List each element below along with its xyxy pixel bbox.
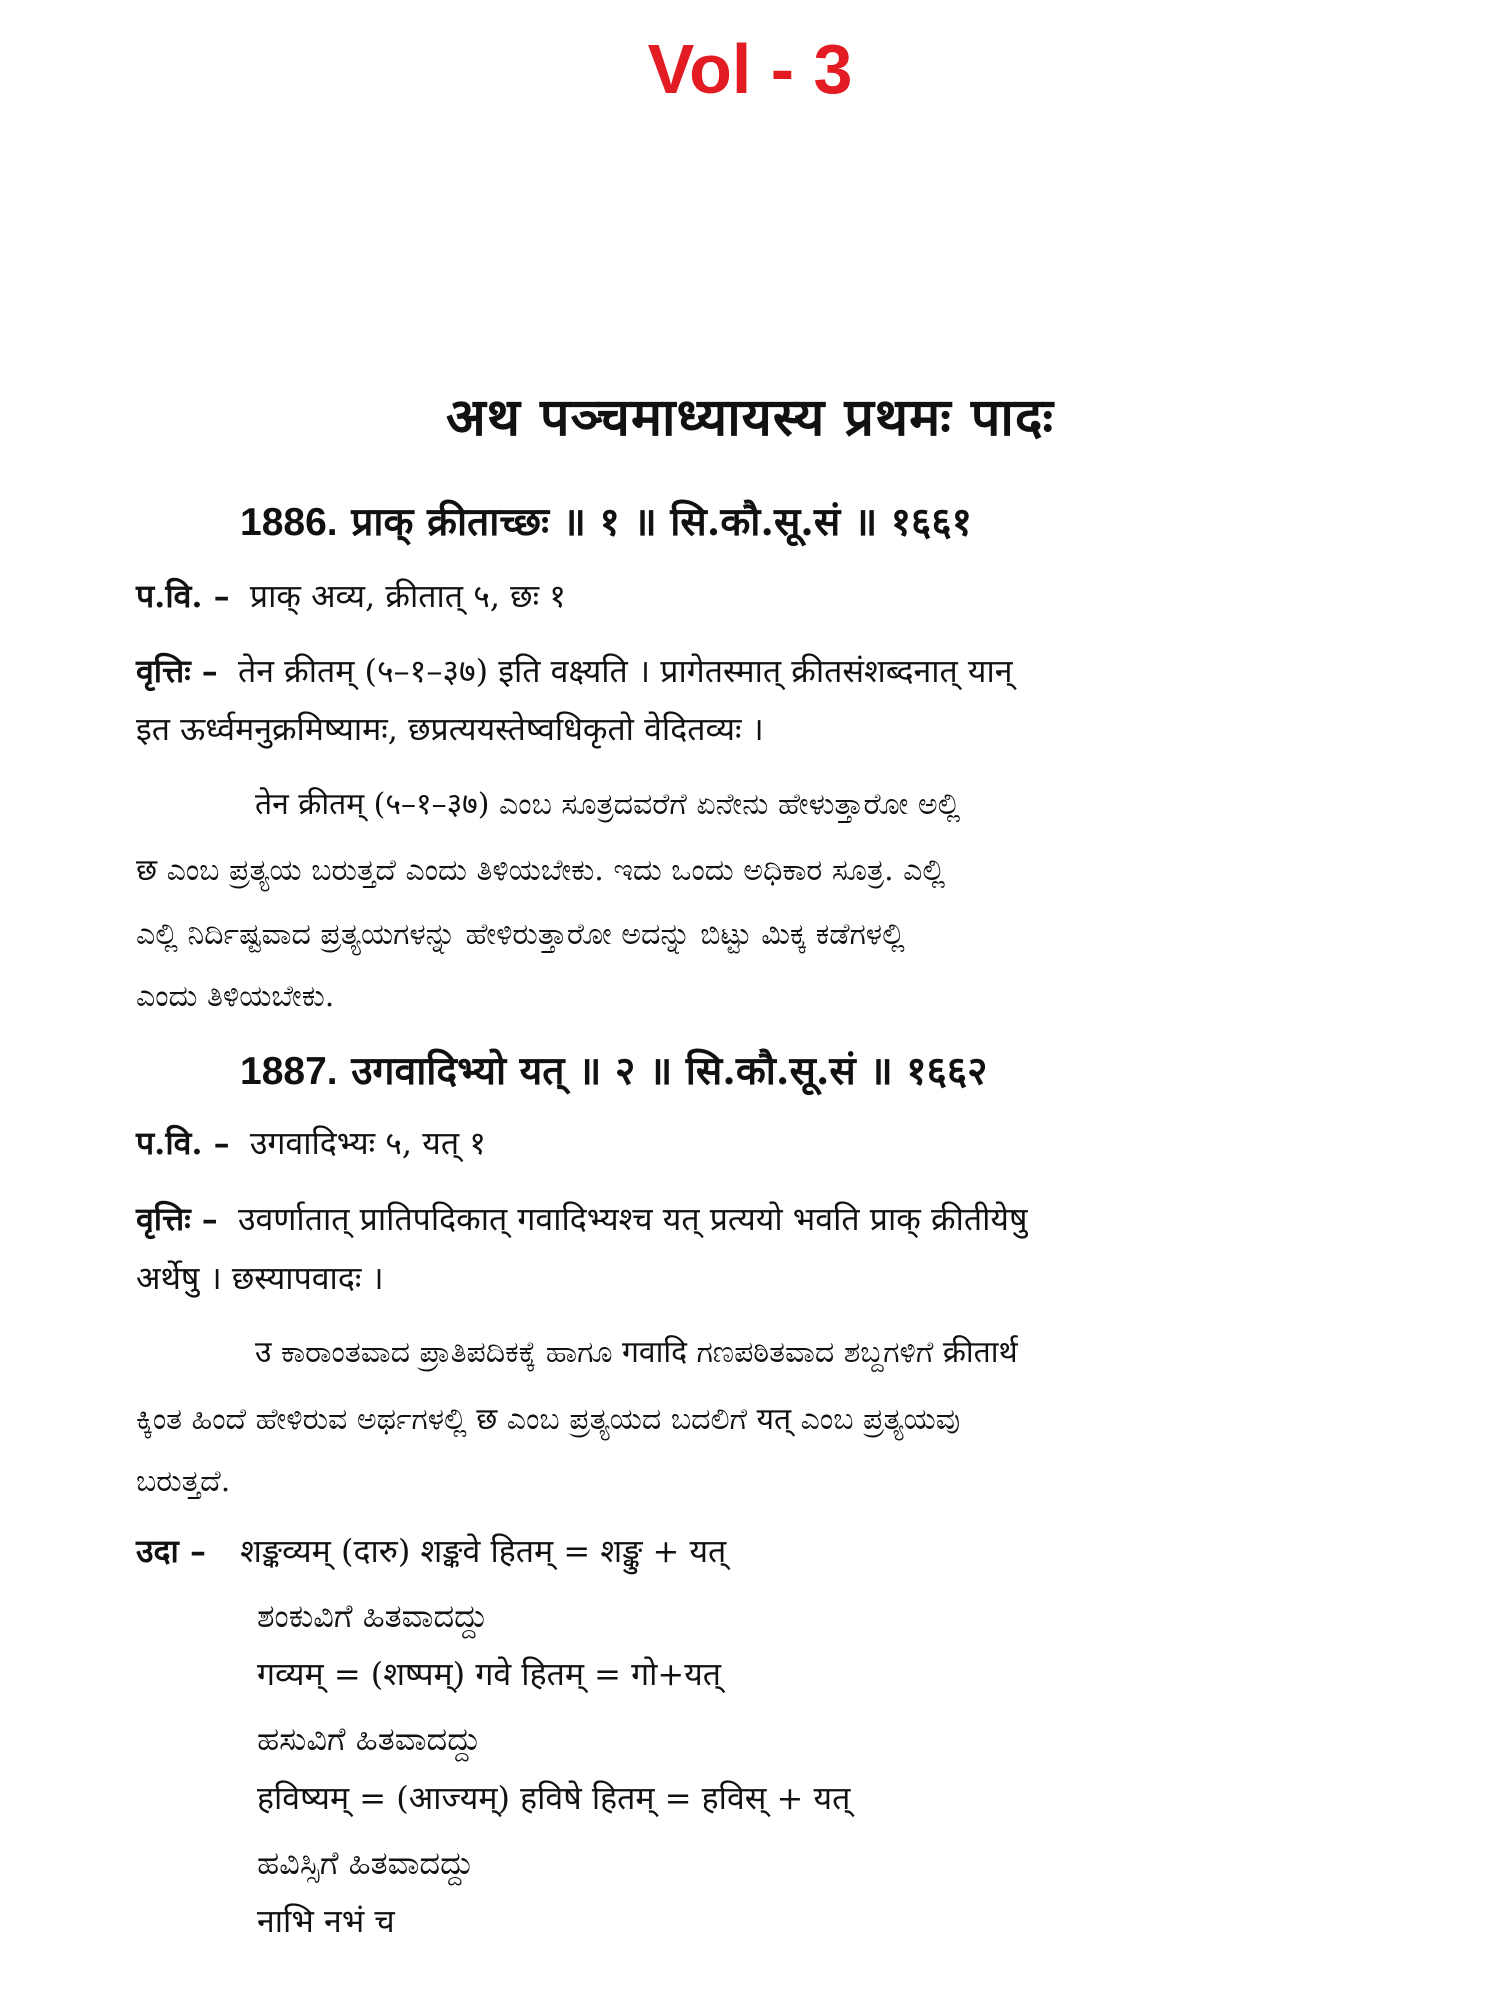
padavibhaga-text: प्राक् अव्य, क्रीतात् ५, छः १ [249, 577, 566, 615]
vritti-line-1886-2: इत ऊर्ध्वमनुक्रमिष्यामः, छप्रत्ययस्तेष्वधिकृतो वेदितव्यः । [136, 710, 764, 748]
vritti-label: वृत्तिः – [136, 652, 218, 690]
padavibhaga-label: प.वि. – [136, 577, 230, 615]
vritti-line-1887-1 [136, 1200, 1396, 1238]
sutra-heading-1887 [240, 1048, 1390, 1094]
padavibhaga-1886 [136, 577, 1396, 615]
kannada-line-1886-4: ಎಂದು ತಿಳಿಯಬೇಕು. [136, 979, 335, 1014]
examples-label: उदा – [136, 1532, 206, 1570]
kannada-line-1886-2: छ ಎಂಬ ಪ್ರತ್ಯಯ ಬರುತ್ತದೆ ಎಂದು ತಿಳಿಯಬೇಕು. ಇದು ಒಂದು ಅಧಿಕಾರ ಸೂತ್ರ. ಎಲ್ಲಿ [136, 853, 946, 888]
example-line-7: नाभि नभं च [257, 1902, 395, 1940]
kannada-line-1887-2: ಕ್ಕಿಂತ ಹಿಂದೆ ಹೇಳಿರುವ ಅರ್ಥಗಳಲ್ಲಿ छ ಎಂಬ ಪ್ರತ್ಯಯದ ಬದಲಿಗೆ यत् ಎಂಬ ಪ್ರತ್ಯಯವು [136, 1402, 961, 1437]
sutra-text: प्राक् क्रीताच्छः ॥ १ ॥ सि.कौ.सू.सं ॥ १६६१ [351, 499, 972, 545]
vritti-text: उवर्णातात् प्रातिपदिकात् गवादिभ्यश्च यत् प्रत्ययो भवति प्राक् क्रीतीयेषु [237, 1200, 1028, 1238]
example-line-4: ಹಸುವಿಗೆ ಹಿತವಾದದ್ದು [257, 1720, 481, 1758]
example-line-1 [136, 1532, 1396, 1570]
vritti-label: वृत्तिः – [136, 1200, 218, 1238]
sutra-text: उगवादिभ्यो यत् ॥ २ ॥ सि.कौ.सू.सं ॥ १६६२ [351, 1048, 988, 1094]
vritti-text: तेन क्रीतम् (५–१–३७) इति वक्ष्यति । प्रागेतस्मात् क्रीतसंशब्दनात् यान् [237, 652, 1013, 690]
sutra-number: 1887. [240, 1050, 338, 1093]
vritti-line-1886-1 [136, 652, 1396, 690]
kannada-line-1887-1: उ ಕಾರಾಂತವಾದ ಪ್ರಾತಿಪದಿಕಕ್ಕೆ ಹಾಗೂ गवादि ಗಣಪಠಿತವಾದ ಶಬ್ದಗಳಿಗೆ क्रीतार्थ [255, 1335, 1018, 1370]
padavibhaga-text: उगवादिभ्यः ५, यत् १ [249, 1124, 486, 1162]
padavibhaga-label: प.वि. – [136, 1124, 230, 1162]
kannada-line-1886-3: ಎಲ್ಲಿ ನಿರ್ದಿಷ್ಟವಾದ ಪ್ರತ್ಯಯಗಳನ್ನು ಹೇಳಿರುತ್ತಾರೋ ಅದನ್ನು ಬಿಟ್ಟು ಮಿಕ್ಕ ಕಡೆಗಳಲ್ಲಿ [136, 917, 905, 952]
example-text: शङ्कव्यम् (दारु) शङ्कवे हितम् = शङ्कु + यत् [240, 1532, 727, 1570]
volume-label: Vol - 3 [647, 30, 853, 108]
chapter-title: अथ पञ्चमाध्यायस्य प्रथमः पादः [446, 387, 1054, 448]
example-line-6: ಹವಿಸ್ಸಿಗೆ ಹಿತವಾದದ್ದು [257, 1844, 474, 1882]
vritti-line-1887-2: अर्थेषु । छस्यापवादः । [136, 1259, 384, 1297]
sutra-number: 1886. [240, 501, 338, 544]
example-line-2: ಶಂಕುವಿಗೆ ಹಿತವಾದದ್ದು [257, 1597, 488, 1635]
padavibhaga-1887 [136, 1124, 1396, 1162]
kannada-line-1886-1: तेन क्रीतम् (५–१–३७) ಎಂಬ ಸೂತ್ರದವರೆಗೆ ಏನೇನು ಹೇಳುತ್ತಾರೋ ಅಲ್ಲಿ [255, 787, 961, 822]
sutra-heading-1886 [240, 499, 1390, 545]
example-line-3: गव्यम् = (शष्पम्) गवे हितम् = गो+यत् [257, 1655, 722, 1693]
example-line-5: हविष्यम् = (आज्यम्) हविषे हितम् = हविस् + यत् [257, 1779, 851, 1817]
kannada-line-1887-3: ಬರುತ್ತದೆ. [136, 1464, 231, 1499]
